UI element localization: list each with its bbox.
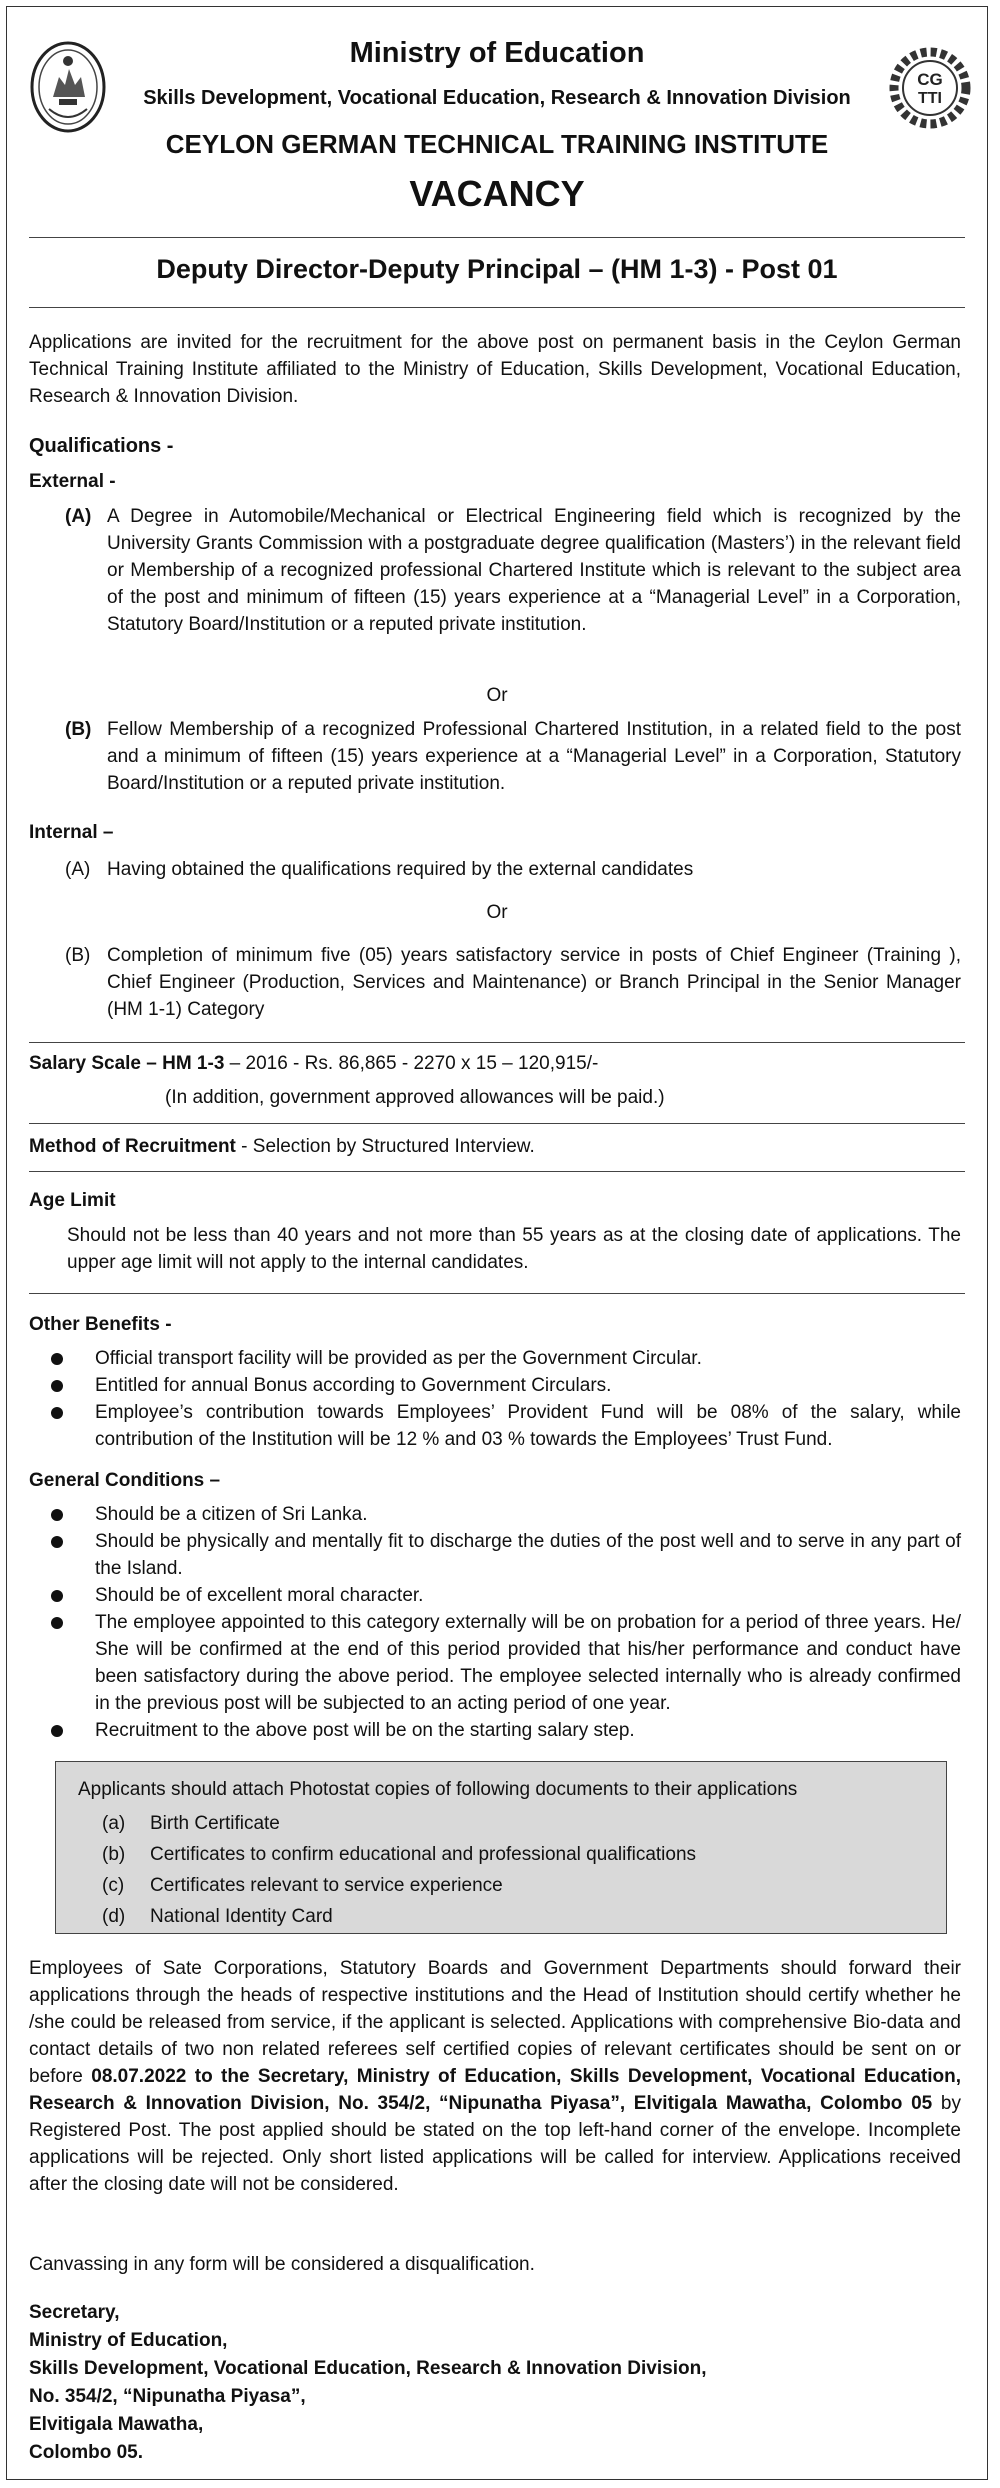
vacancy-notice	[6, 6, 988, 2480]
external-a-label: (A)	[65, 506, 92, 527]
division-name: Skills Development, Vocational Education, Research & Innovation Division	[143, 87, 851, 109]
qualifications-heading: Qualifications -	[29, 435, 174, 457]
external-a-text: A Degree in Automobile/Mechanical or Electrical Engineering field which is recognized by the University Grants Commission with a postgraduate degree qualification (Masters’) in the relevant field or Membership of a recognized professional Chartered Institute which is relevant to the subject area of the post and minimum of fifteen (15) years experience at a “Managerial Level” in a Corporation, Statutory Board/Institution or a reputed private institution.	[107, 506, 961, 635]
bullet-icon	[51, 1380, 63, 1392]
internal-or: Or	[486, 902, 508, 923]
divider	[29, 1123, 965, 1124]
closing-paragraph	[29, 1955, 961, 2198]
external-b-label: (B)	[65, 719, 92, 740]
salary-text: – 2016 - Rs. 86,865 - 2270 x 15 – 120,915/-	[224, 1053, 599, 1074]
age-limit-heading: Age Limit	[29, 1190, 116, 1211]
external-b-text: Fellow Membership of a recognized Professional Chartered Institution, in a related field to the post and a minimum of fifteen (15) years experience at a “Managerial Level” in a Corporation, Statutory Board/Institution or a reputed private institution.	[107, 719, 961, 794]
logo-text-top: CG	[917, 70, 943, 89]
benefit-item: Official transport facility will be provided as per the Government Circular.	[95, 1348, 702, 1369]
divider	[29, 307, 965, 308]
benefit-item: Entitled for annual Bonus according to Government Circulars.	[95, 1375, 612, 1396]
closing-address: 08.07.2022 to the Secretary, Ministry of Education, Skills Development, Vocational Education, Research & Innovation Division, No. 354/2, “Nipunatha Piyasa”, Elvitigala Mawatha, Colombo 05	[29, 2066, 961, 2114]
condition-item: Recruitment to the above post will be on the starting salary step.	[95, 1720, 635, 1741]
external-heading: External -	[29, 471, 116, 492]
signature-line: Elvitigala Mawatha,	[29, 2414, 204, 2435]
document-label: (a)	[102, 1813, 126, 1834]
document-label: (c)	[102, 1875, 125, 1896]
bullet-icon	[51, 1590, 63, 1602]
internal-a-label: (A)	[65, 859, 91, 880]
age-limit-text: Should not be less than 40 years and not more than 55 years as at the closing date of applications. The upper age limit will not apply to the internal candidates.	[67, 1225, 961, 1273]
condition-item: The employee appointed to this category externally will be on probation for a period of three years. He/ She will be confirmed at the end of this period provided that his/her performance and conduct have been satisfactory during the above period. The employee selected internally who is already confirmed in the previous post will be subjected to an acting period of one year.	[95, 1612, 961, 1714]
ministry-name: Ministry of Education	[349, 37, 645, 69]
divider	[29, 1293, 965, 1294]
condition-item: Should be of excellent moral character.	[95, 1585, 424, 1606]
condition-item: Should be a citizen of Sri Lanka.	[95, 1504, 368, 1525]
salary-scale	[29, 1050, 961, 1077]
signature-line: Colombo 05.	[29, 2442, 144, 2463]
cgtti-logo-icon	[889, 47, 971, 129]
signature-line: No. 354/2, “Nipunatha Piyasa”,	[29, 2386, 306, 2407]
bullet-icon	[51, 1536, 63, 1548]
external-or: Or	[486, 685, 508, 706]
internal-heading: Internal –	[29, 822, 114, 843]
bullet-icon	[51, 1617, 63, 1629]
divider	[29, 237, 965, 238]
logo-text-bottom: TTI	[918, 90, 942, 107]
other-benefits-heading: Other Benefits -	[29, 1314, 172, 1335]
salary-note: (In addition, government approved allowances will be paid.)	[165, 1087, 665, 1108]
post-title: Deputy Director-Deputy Principal – (HM 1-3) - Post 01	[156, 254, 838, 284]
document-text: Certificates relevant to service experience	[150, 1875, 503, 1896]
divider	[29, 1171, 965, 1172]
internal-a-text: Having obtained the qualifications required by the external candidates	[107, 859, 694, 880]
document-text: National Identity Card	[150, 1906, 333, 1927]
condition-item: Should be physically and mentally fit to discharge the duties of the post well and to serve in any part of the Island.	[95, 1531, 961, 1579]
recruitment-method	[29, 1133, 961, 1160]
document-label: (b)	[102, 1844, 126, 1865]
internal-b-text: Completion of minimum five (05) years satisfactory service in posts of Chief Engineer (Training ), Chief Engineer (Production, Services and Maintenance) or Branch Principal in the Senior Manager (HM 1-1) Category	[107, 945, 961, 1020]
recruitment-label: Method of Recruitment	[29, 1136, 236, 1157]
signature-line: Ministry of Education,	[29, 2330, 228, 2351]
intro-paragraph: Applications are invited for the recruitment for the above post on permanent basis in the Ceylon German Technical Training Institute affiliated to the Ministry of Education, Skills Development, Vocational Education, Research & Innovation Division.	[29, 332, 961, 407]
required-documents-box	[55, 1761, 947, 1934]
closing-text-2: by Registered Post. The post applied should be stated on the top left-hand corner of the envelope. Incomplete applications will be rejected. Only short listed applications will be called for interview. Applications received after the closing date will not be considered.	[29, 2093, 962, 2195]
canvassing-notice: Canvassing in any form will be considered a disqualification.	[29, 2254, 535, 2275]
closing-text-1: Employees of Sate Corporations, Statutory Boards and Government Departments should forward their applications through the heads of respective institutions and the Head of Institution should certify whether he /she could be released from service, if the applicant is selected. Applications with comprehensive Bio-data and contact details of two non related referees self certified copies of relevant certificates should be sent on or before	[29, 1958, 961, 2087]
signature-line: Secretary,	[29, 2302, 120, 2323]
salary-label: Salary Scale – HM 1-3	[29, 1053, 225, 1074]
document-text: Birth Certificate	[150, 1813, 280, 1834]
document-label: (d)	[102, 1906, 126, 1927]
bullet-icon	[51, 1725, 63, 1737]
divider	[29, 1042, 965, 1043]
benefit-item: Employee’s contribution towards Employees’ Provident Fund will be 08% of the salary, while contribution of the Institution will be 12 % and 03 % towards the Employees’ Trust Fund.	[95, 1402, 961, 1450]
institute-name: CEYLON GERMAN TECHNICAL TRAINING INSTITUTE	[165, 129, 829, 159]
bullet-icon	[51, 1509, 63, 1521]
general-conditions-heading: General Conditions –	[29, 1470, 221, 1491]
vacancy-title: VACANCY	[409, 173, 585, 214]
recruitment-text: - Selection by Structured Interview.	[235, 1136, 535, 1157]
header	[7, 7, 987, 235]
signature-line: Skills Development, Vocational Education, Research & Innovation Division,	[29, 2358, 707, 2379]
bullet-icon	[51, 1407, 63, 1419]
bullet-icon	[51, 1353, 63, 1365]
internal-b-label: (B)	[65, 945, 91, 966]
document-text: Certificates to confirm educational and professional qualifications	[150, 1844, 697, 1865]
documents-intro: Applicants should attach Photostat copies of following documents to their applications	[78, 1779, 798, 1800]
